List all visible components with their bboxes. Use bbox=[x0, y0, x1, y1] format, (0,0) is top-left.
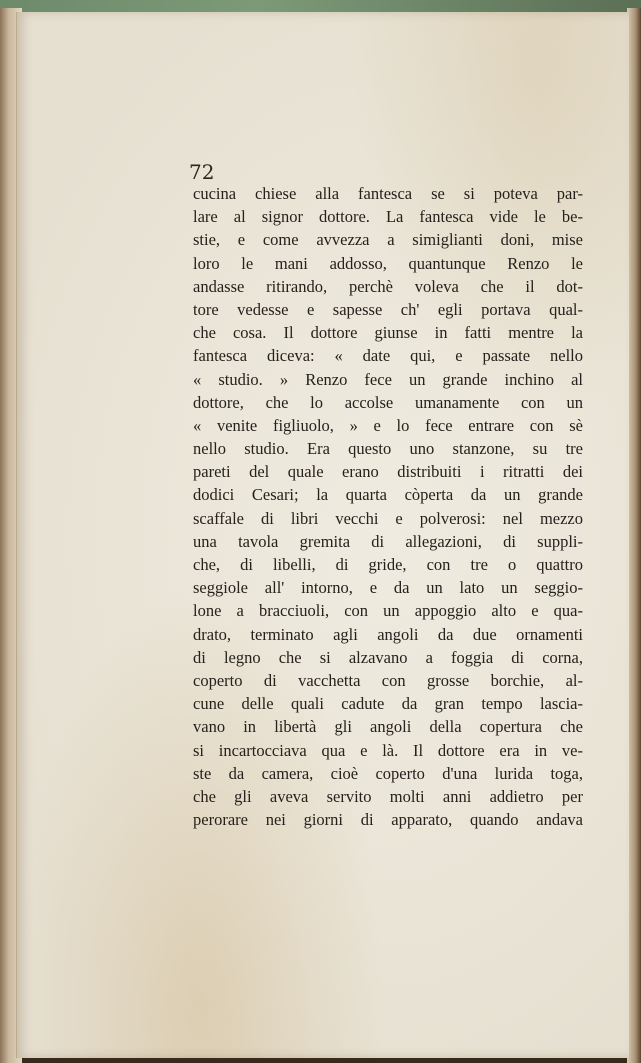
text-line: cucina chiese alla fantesca se si poteva par- bbox=[193, 184, 583, 203]
text-line: tore vedesse e sapesse ch' egli portava qual- bbox=[193, 299, 583, 319]
text-line: « venite figliuolo, » e lo fece entrare con sè bbox=[193, 415, 583, 435]
text-line: si incartocciava qua e là. Il dottore era in ve- bbox=[193, 740, 583, 760]
text-line: dodici Cesari; la quarta còperta da un grande bbox=[193, 485, 583, 505]
text-line: nello studio. Era questo uno stanzone, su tre bbox=[193, 439, 583, 459]
text-line: cune delle quali cadute da gran tempo lascia- bbox=[193, 694, 583, 714]
text-line: dottore, che lo accolse umanamente con un bbox=[193, 392, 583, 412]
text-line: fantesca diceva: « date qui, e passate nello bbox=[193, 346, 583, 366]
text-line: che, di libelli, di gride, con tre o quattro bbox=[193, 555, 583, 574]
text-line: stie, e come avvezza a simiglianti doni, mise bbox=[193, 230, 583, 250]
text-line: perorare nei giorni di apparato, quando andava bbox=[193, 810, 583, 830]
text-line: che cosa. Il dottore giunse in fatti mentre la bbox=[193, 323, 583, 343]
text-line: di legno che si alzavano a foggia di corna, bbox=[193, 647, 583, 667]
text-line: « studio. » Renzo fece un grande inchino al bbox=[193, 369, 583, 389]
text-line: che gli aveva servito molti anni addietro per bbox=[193, 786, 583, 806]
text-line: seggiole all' intorno, e da un lato un seggio- bbox=[193, 578, 583, 598]
text-line: lare al signor dottore. La fantesca vide le be- bbox=[193, 207, 583, 227]
text-line: vano in libertà gli angoli della copertura che bbox=[193, 717, 583, 737]
text-line: drato, terminato agli angoli da due ornamenti bbox=[193, 624, 583, 644]
page-number: 72 bbox=[189, 160, 215, 184]
text-line: coperto di vacchetta con grosse borchie, al- bbox=[193, 670, 583, 690]
text-line: pareti del quale erano distribuiti i ritratti dei bbox=[193, 462, 583, 482]
text-line: scaffale di libri vecchi e polverosi: nel mezzo bbox=[193, 508, 583, 528]
book-fore-edge bbox=[627, 8, 641, 1063]
text-line: loro le mani addosso, quantunque Renzo le bbox=[193, 253, 583, 273]
text-line: lone a bracciuoli, con un appoggio alto e qua- bbox=[193, 601, 583, 621]
text-line: andasse ritirando, perchè voleva che il dot- bbox=[193, 276, 583, 296]
text-line: ste da camera, cioè coperto d'una lurida toga, bbox=[193, 763, 583, 783]
text-line: una tavola gremita di allegazioni, di suppli- bbox=[193, 531, 583, 551]
body-text bbox=[193, 182, 583, 831]
